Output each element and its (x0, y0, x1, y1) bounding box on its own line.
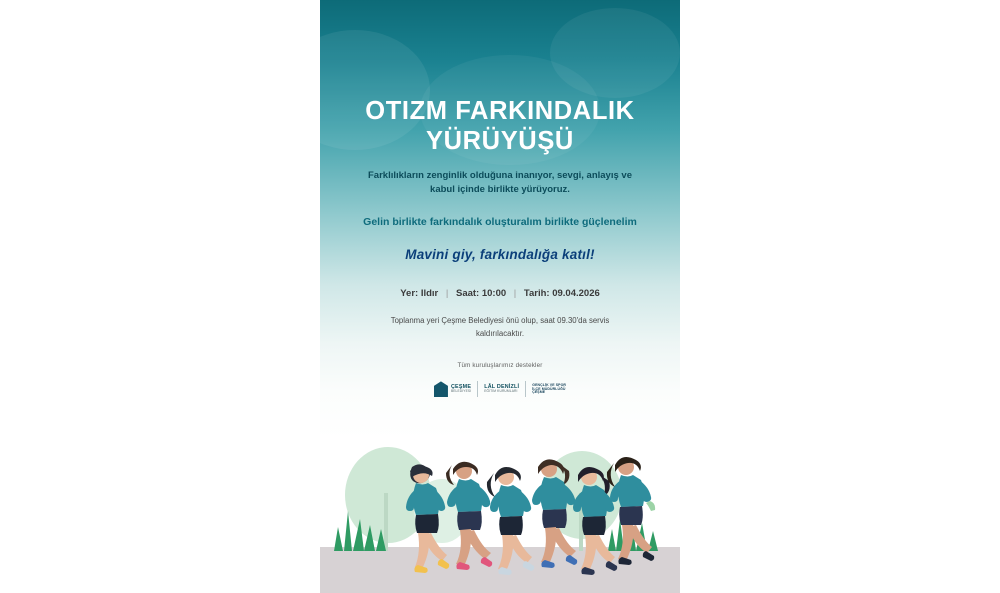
logo-line1: LÂL DENİZLİ (484, 383, 520, 390)
event-poster (320, 0, 680, 593)
poster-title (342, 96, 658, 156)
detail-separator: | (445, 288, 449, 300)
poster-illustration (320, 343, 680, 593)
support-label: Tüm kuruluşlarımız destekler (457, 362, 543, 370)
poster-subtitle: Farklılıkların zenginlik olduğuna inanıyor, sevgi, anlayış ve kabul içinde birlikte yürüyoruz. (368, 170, 632, 195)
poster-slogan: Gelin birlikte farkındalık oluşturalım birlikte güçlenelim (363, 215, 637, 228)
detail-separator: | (513, 288, 517, 300)
event-time: Saat: 10:00 (455, 288, 507, 300)
logo-line2: EĞİTİM KURUMLARI (484, 389, 518, 394)
poster-highlight: Mavini giy, farkındalığa katıl! (405, 247, 595, 263)
logo-line1: ÇEŞME (450, 383, 472, 390)
logo-line1: GENÇLİK VE SPOR (532, 382, 567, 387)
runners-group (320, 343, 680, 593)
runner (446, 462, 492, 570)
logo-line3: ÇEŞME (532, 390, 546, 395)
logo-line2: BELEDİYESİ (450, 389, 472, 394)
runner (607, 457, 655, 565)
runner (406, 464, 449, 573)
event-note: Toplanma yeri Çeşme Belediyesi önü olup, saat 09.30'da servis kaldırılacaktır. (390, 316, 610, 338)
runner (532, 459, 577, 568)
runner (487, 467, 534, 575)
event-details (320, 288, 680, 299)
event-date: Tarih: 09.04.2026 (523, 288, 600, 300)
event-place: Yer: Ildır (400, 288, 439, 300)
poster-title-line1: OTIZM FARKINDALIK (365, 97, 635, 125)
logo-line2: İLÇE MÜDÜRLÜĞÜ (532, 386, 566, 391)
poster-title-line2: YÜRÜYÜŞÜ (426, 127, 574, 156)
